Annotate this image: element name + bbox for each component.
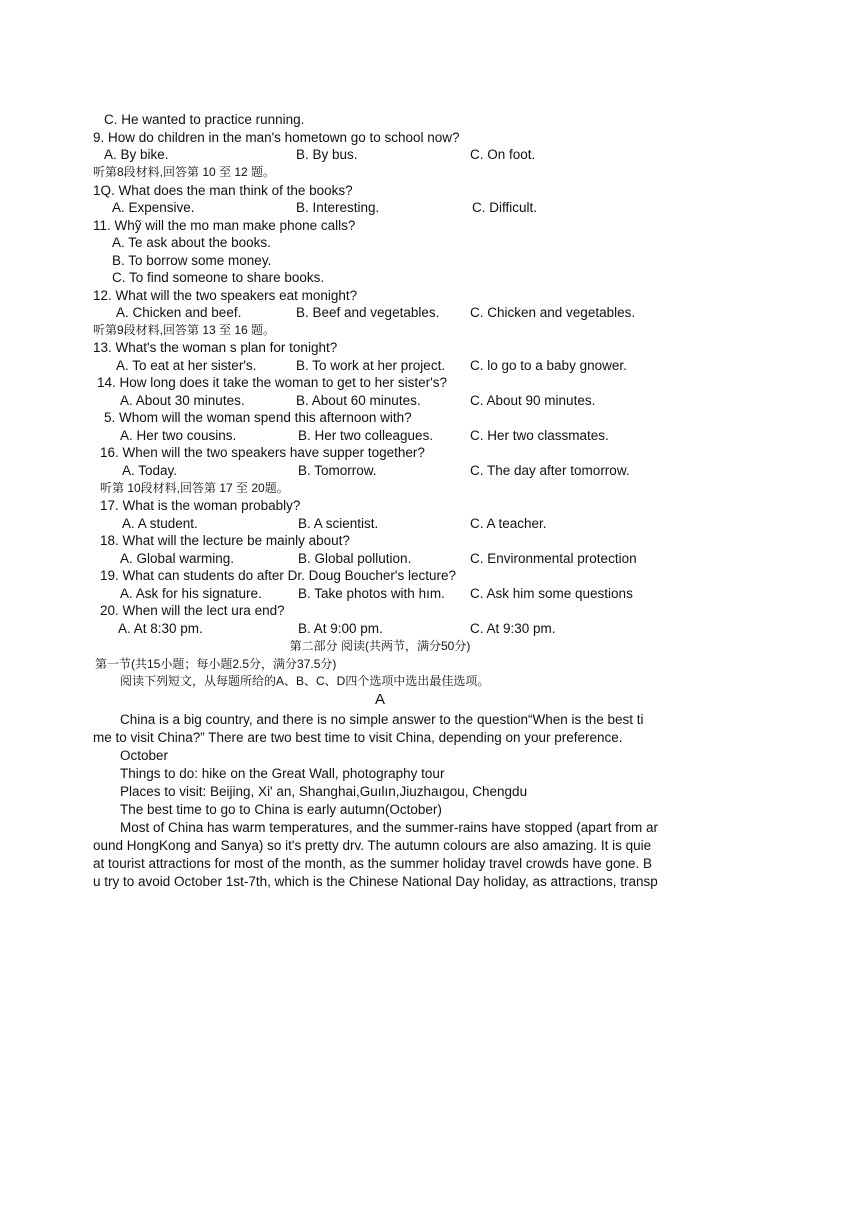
q9-option-c: C. On foot. bbox=[470, 147, 536, 162]
q19-option-c: C. Ask him some questions bbox=[470, 586, 633, 601]
q11-option-b: B. To borrow some money. bbox=[112, 253, 272, 268]
q20-option-a: A. At 8:30 pm. bbox=[118, 621, 203, 636]
passage-line: Things to do: hike on the Great Wall, photography tour bbox=[120, 766, 445, 781]
q14-option-a: A. About 30 minutes. bbox=[120, 393, 245, 408]
q12-option-c: C. Chicken and vegetables. bbox=[470, 305, 636, 320]
reading-instruction: 阅读下列短文，从每题所给的A、B、C、D四个选项中选出最佳选项。 bbox=[120, 674, 490, 688]
q17-option-c: C. A teacher. bbox=[470, 516, 547, 531]
q9-option-a: A. By bike. bbox=[104, 147, 169, 162]
passage-line: Most of China has warm temperatures, and the summer-rains have stopped (apart from ar bbox=[120, 820, 658, 835]
q15-option-c: C. Her two classmates. bbox=[470, 428, 609, 443]
q20-option-c: C. At 9:30 pm. bbox=[470, 621, 556, 636]
q13-option-c: C. lo go to a baby gnower. bbox=[470, 358, 627, 373]
q13-option-a: A. To eat at her sister's. bbox=[116, 358, 257, 373]
q9-option-b: B. By bus. bbox=[296, 147, 358, 162]
passage-line: ound HongKong and Sanya) so it's pretty drv. The autumn colours are also amazing. It is quie bbox=[93, 838, 652, 853]
q17-option-a: A. A student. bbox=[122, 516, 198, 531]
q18-stem: 18. What will the lecture be mainly about? bbox=[100, 533, 350, 548]
q14-option-c: C. About 90 minutes. bbox=[470, 393, 596, 408]
instruction-section-10: 听第 10段材料,回答第 17 至 20题。 bbox=[100, 481, 289, 495]
section-one-title: 第一节(共15小题；每小题2.5分，满分37.5分) bbox=[95, 657, 337, 671]
q18-option-b: B. Global pollution. bbox=[298, 551, 412, 566]
q18-option-c: C. Environmental protection bbox=[470, 551, 637, 566]
q16-option-c: C. The day after tomorrow. bbox=[470, 463, 630, 478]
q17-stem: 17. What is the woman probably? bbox=[100, 498, 301, 513]
q19-option-b: B. Take photos with hım. bbox=[298, 586, 445, 601]
q20-option-b: B. At 9:00 pm. bbox=[298, 621, 383, 636]
q19-option-a: A. Ask for his signature. bbox=[120, 586, 262, 601]
q13-stem: 13. What's the woman s plan for tonight? bbox=[93, 340, 338, 355]
q16-stem: 16. When will the two speakers have supper together? bbox=[100, 445, 425, 460]
instruction-section-8: 听第8段材料,回答第 10 至 12 题。 bbox=[93, 165, 276, 179]
part-two-title: 第二部分 阅读(共两节，满分50分) bbox=[289, 639, 471, 653]
q10-stem: 1Q. What does the man think of the books? bbox=[93, 183, 353, 198]
q10-option-a: A. Expensive. bbox=[112, 200, 195, 215]
q10-option-c: C. Difficult. bbox=[472, 200, 538, 215]
q12-stem: 12. What will the two speakers eat monight? bbox=[93, 288, 358, 303]
q11-option-c: C. To find someone to share books. bbox=[112, 270, 325, 285]
q11-stem: 11. Whỹ will the mo man make phone calls? bbox=[93, 218, 356, 233]
q8-option-c: C. He wanted to practice running. bbox=[104, 112, 305, 127]
q14-stem: 14. How long does it take the woman to get to her sister's? bbox=[97, 375, 448, 390]
instruction-section-9: 听第9段材料,回答第 13 至 16 题。 bbox=[93, 323, 276, 337]
q9-stem: 9. How do children in the man's hometown go to school now? bbox=[93, 130, 460, 145]
q14-option-b: B. About 60 minutes. bbox=[296, 393, 421, 408]
q15-option-a: A. Her two cousins. bbox=[120, 428, 237, 443]
q12-option-a: A. Chicken and beef. bbox=[116, 305, 242, 320]
passage-line: October bbox=[120, 748, 169, 763]
q15-stem: 5. Whom will the woman spend this afternoon with? bbox=[104, 410, 412, 425]
q20-stem: 20. When will the lect ura end? bbox=[100, 603, 285, 618]
q19-stem: 19. What can students do after Dr. Doug Boucher's lecture? bbox=[100, 568, 457, 583]
q16-option-b: B. Tomorrow. bbox=[298, 463, 377, 478]
q18-option-a: A. Global warming. bbox=[120, 551, 235, 566]
q10-option-b: B. Interesting. bbox=[296, 200, 380, 215]
passage-line: The best time to go to China is early autumn(October) bbox=[120, 802, 442, 817]
q12-option-b: B. Beef and vegetables. bbox=[296, 305, 440, 320]
q11-option-a: A. Te ask about the books. bbox=[112, 235, 271, 250]
q13-option-b: B. To work at her project. bbox=[296, 358, 446, 373]
passage-line: China is a big country, and there is no simple answer to the question“When is the best ti bbox=[120, 712, 644, 727]
q15-option-b: B. Her two colleagues. bbox=[298, 428, 434, 443]
passage-line: me to visit China?” There are two best time to visit China, depending on your preference. bbox=[93, 730, 623, 745]
passage-line: Places to visit: Beijing, Xi' an, Shanghai,Guılın,Jiuzhaıgou, Chengdu bbox=[120, 784, 528, 799]
passage-line: u try to avoid October 1st-7th, which is the Chinese National Day holiday, as attractions, transp bbox=[93, 874, 658, 889]
passage-line: at tourist attractions for most of the month, as the summer holiday travel crowds have gone. B bbox=[93, 856, 653, 871]
q16-option-a: A. Today. bbox=[122, 463, 178, 478]
passage-label: A bbox=[374, 691, 385, 708]
q17-option-b: B. A scientist. bbox=[298, 516, 379, 531]
